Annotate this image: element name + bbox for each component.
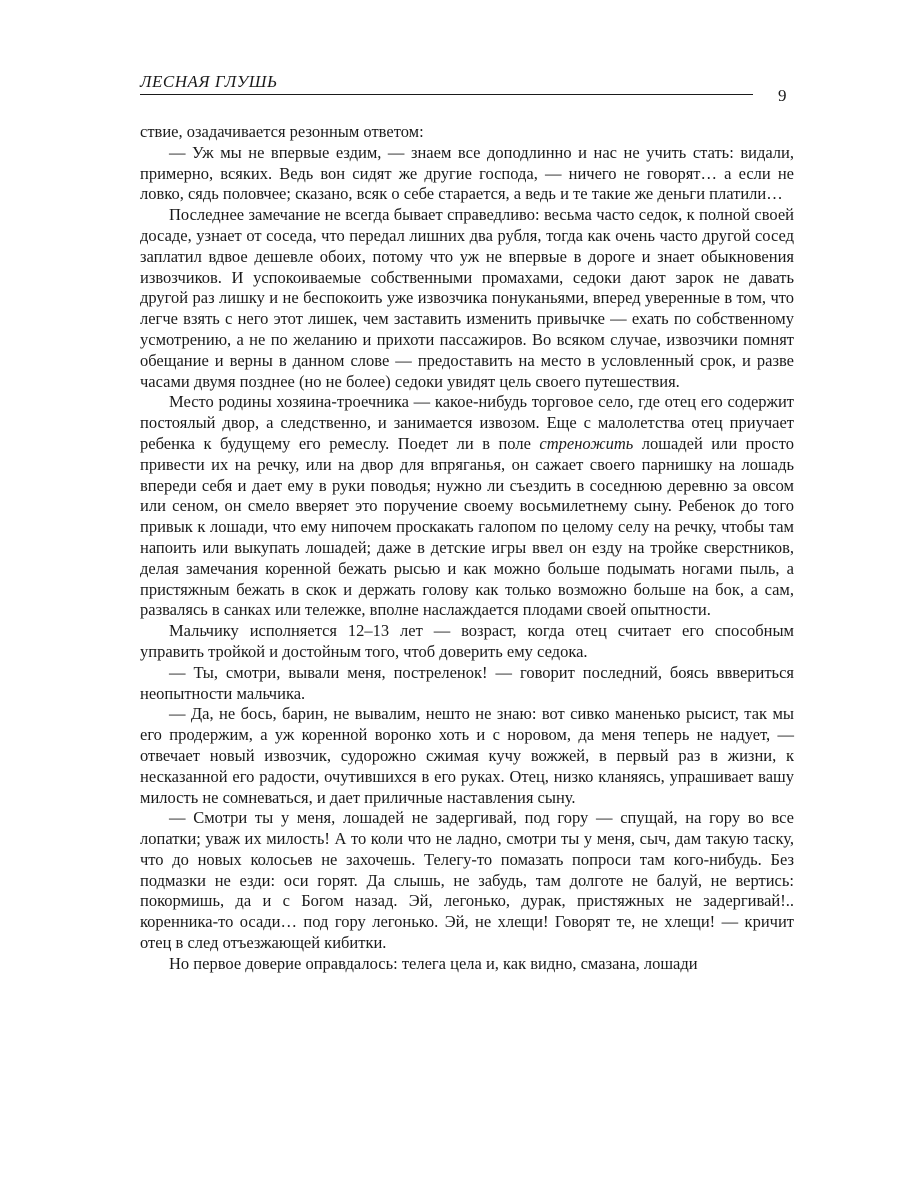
italic-term: стреножить [539,433,634,453]
paragraph: — Уж мы не впервые ездим, — знаем все доподлинно и нас не учить стать: видали, примерно, всяких. Ведь вон сидят же другие господа, — ничего не говорят… а если не ловко, сядь половчее; сказано, всяк о себе старается, а ведь и те такие же деньги платили… [140,142,794,204]
paragraph: — Да, не бось, барин, не вывалим, нешто не знаю: вот сивко маненько рысист, так мы его продержим, а уж коренной воронко хоть и с норовом, да меня теперь не надует, — отвечает новый извозчик, судорожно сжимая кучу вожжей, в первый раз в жизни, к несказанной его радости, очутившихся в его руках. Отец, низко кланяясь, упрашивает вашу милость не сомневаться, и дает приличные наставления сыну. [140,704,794,807]
paragraph: Но первое доверие оправдалось: телега цела и, как видно, смазана, лошади [169,953,698,973]
paragraph-text: лошадей или просто привести их на речку, или на двор для впряганья, он сажает своего парнишку на лошадь впереди себя и дает ему в руки поводья; нужно ли съездить в соседнюю деревню за овсом или сеном, он смело вверяет это поручение своему восьмилетнему сыну. Ребенок до того привык к лошади, что ему нипочем проскакать галопом по целому селу на речку, чтобы там напоить или выкупать лошадей; даже в детские игры ввел он езду на тройке сверстников, делая замечания коренной бежать рысью и как можно больше подымать ногами пыль, а пристяжным бежать в скок и держать голову как только возможно больше на бок, а сам, развалясь в санках или тележке, вполне наслаждается плодами своей опытности. [140,433,794,620]
paragraph: Последнее замечание не всегда бывает справедливо: весьма часто седок, к полной своей досаде, узнает от соседа, что передал лишних два рубля, тогда как очень часто другой сосед заплатил вдвое дешевле обоих, потому что уж не впервые в дороге и знает обыкновения извозчиков. И успокоиваемые собственными промахами, седоки дают зарок не давать другой раз лишку и не беспокоить уже извозчика понуканьями, вперед уверенные в том, что легче взять с него этот лишек, чем заставить изменить привычке — ехать по собственному усмотрению, а не по желанию и прихоти пассажиров. Во всяком случае, извозчики помнят обещание и верны в данном слове — предоставить на место в условленный срок, и разве часами двумя позднее (но не более) седоки увидят цель своего путешествия. [140,205,794,391]
running-head: ЛЕСНАЯ ГЛУШЬ [140,72,278,91]
paragraph: Мальчику исполняется 12–13 лет — возраст, когда отец считает его способным управить тройкой и достойным того, чтоб доверить ему седока. [140,621,794,661]
header-rule [140,94,753,95]
paragraph [140,392,794,621]
paragraph: — Смотри ты у меня, лошадей не задергивай, под гору — спущай, на гору во все лопатки; уваж их милость! А то коли что не ладно, смотри ты у меня, сыч, дам такую таску, что до новых колосьев не захочешь. Телегу-то помазать попроси там кого-нибудь. Без подмазки не езди: оси горят. Да слышь, не забудь, там долготе не балуй, не вертись: покормишь, да и с Богом назад. Эй, легонько, дурак, пристяжных не задергивай!.. коренника-то осади… под гору легонько. Эй, не хлещи! Говорят те, не хлещи! — кричит отец в след отъезжающей кибитки. [140,808,794,953]
page-number: 9 [778,86,787,105]
paragraph: — Ты, смотри, вывали меня, постреленок! — говорит последний, боясь вввериться неопытности мальчика. [140,662,794,703]
body-text [140,122,794,975]
paragraph-text: Место родины хозяина-троечника — какое-нибудь торговое село, где отец его содержит постоялый двор, а следственно, и занимается извозом. Еще с малолетства отец приучает ребенка к будущему его ремеслу. Поедет ли в поле [140,392,794,453]
paragraph: ствие, озадачивается резонным ответом: [140,122,424,141]
